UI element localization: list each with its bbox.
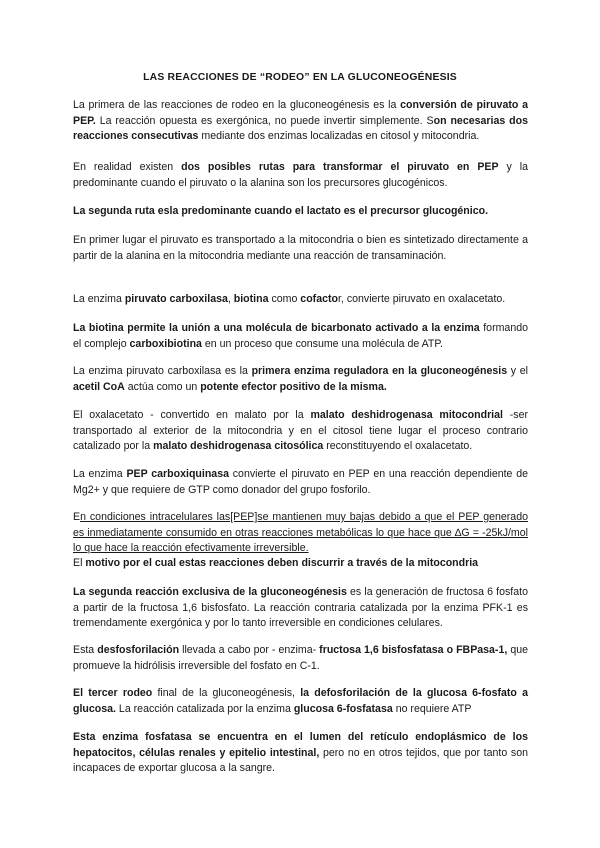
text: La enzima piruvato carboxilasa es la: [73, 365, 252, 377]
bold-text: la defosforilación de la glucosa 6-fosfato a glucosa.: [73, 687, 528, 715]
bold-text: malato deshidrogenasa mitocondrial: [310, 409, 503, 421]
paragraph-biotina: [73, 321, 528, 352]
text: E: [73, 511, 81, 523]
text: llevada a cabo por - enzima-: [179, 644, 320, 656]
bold-text: biotina: [233, 293, 269, 305]
text: Esta: [73, 644, 98, 656]
bold-text: Esta enzima fosfatasa se encuentra en el lumen del retículo endoplásmico de los hepatocitos, células renales y epitelio intestinal,: [73, 731, 528, 759]
page-title: LAS REACCIONES DE “RODEO” EN LA GLUCONEOGÉNESIS: [143, 72, 457, 83]
bold-text: on necesarias dos reacciones consecutivas: [73, 114, 528, 143]
text: no requiere ATP: [392, 702, 472, 715]
bold-text: carboxibiotina: [129, 337, 202, 350]
text: que promueve la hidrólisis irreversible del fosfato en C-1.: [73, 644, 528, 672]
paragraph-pep-carboxiquinasa: [73, 467, 528, 498]
bold-text: motivo por el cual estas reacciones deben discurrir a través de la mitocondria: [85, 557, 479, 569]
bold-text: malato deshidrogenasa citosólica: [153, 440, 324, 453]
paragraph-piruvato-carboxilasa: [73, 292, 528, 308]
bold-text: fructosa 1,6 bisfosfatasa o FBPasa-1,: [319, 644, 508, 656]
text: El oxalacetato - convertido en malato por la: [73, 409, 311, 421]
bold-text: conversión de piruvato a PEP.: [73, 99, 528, 127]
bold-text: acetil CoA: [73, 380, 125, 393]
bold-text: glucosa 6-fosfatasa: [293, 702, 393, 715]
bold-text: piruvato carboxilasa: [124, 293, 228, 305]
text: reconstituyendo el oxalacetato.: [323, 440, 473, 453]
text: La reacción opuesta es exergónica, no puede invertir simplemente. S: [95, 114, 434, 127]
text: ,: [227, 293, 234, 305]
paragraph-transporte-mitocondria: [73, 233, 528, 264]
text: -ser transportado al exterior de la mitocondria y en el citosol tiene lugar el proceso contrario catalizado por la: [73, 409, 528, 453]
text: es la generación de fructosa 6 fosfato a partir de la fructosa 1,6 bisfosfato. La reacción contraria catalizada por la enzima PFK-1 es tremendamente exergónica y por lo tanto irreversible en condiciones celulares.: [73, 586, 528, 630]
paragraph-tercer-rodeo: [73, 686, 528, 717]
paragraph-condiciones-intracelulares: [73, 510, 528, 557]
text: pero no en otros tejidos, que por tanto son incapaces de exportar glucosa a la sangre.: [73, 746, 529, 775]
paragraph-motivo: [73, 556, 528, 572]
text: La enzima: [73, 468, 127, 480]
bold-text: La biotina permite la unión a una molécula de bicarbonato activado a la enzima: [73, 322, 480, 334]
text: r, convierte piruvato en oxalacetato.: [337, 293, 506, 305]
bold-text: PEP carboxiquinasa: [126, 468, 229, 480]
text: El: [73, 557, 86, 569]
paragraph-segunda-ruta: [73, 204, 528, 220]
text: En primer lugar el piruvato es transportado a la mitocondria o bien es sintetizado directamente a partir de la alanina en la mitocondria mediante una reacción de transaminación.: [73, 234, 528, 262]
text: mediante dos enzimas localizadas en citosol y mitocondria.: [198, 130, 480, 143]
bold-text: dos posibles rutas para transformar el piruvato en PEP: [181, 161, 499, 173]
bold-text: desfosforilación: [97, 644, 180, 656]
paragraph-oxalacetato: [73, 408, 528, 455]
paragraph-dos-rutas: [73, 160, 528, 191]
text: como: [268, 293, 301, 305]
text: convierte el piruvato en PEP en una reacción dependiente de Mg2+ y que requiere de GTP como donador del grupo fosforilo.: [73, 468, 529, 496]
text: La reacción catalizada por la enzima: [115, 702, 294, 715]
text: En realidad existen: [73, 161, 182, 173]
text: actúa como un: [124, 380, 201, 393]
bold-text: La segunda ruta esla predominante cuando el lactato es el precursor glucogénico.: [73, 205, 489, 217]
bold-text: potente efector positivo de la misma.: [200, 380, 387, 393]
paragraph-segunda-reaccion: [73, 585, 528, 632]
bold-text: La segunda reacción exclusiva de la gluconeogénesis: [73, 586, 347, 598]
text: en un proceso que consume una molécula de ATP.: [201, 337, 444, 350]
paragraph-piruvato-pep: [73, 98, 528, 145]
text: La primera de las reacciones de rodeo en la gluconeogénesis es la: [73, 99, 401, 111]
text: final de la gluconeogénesis,: [152, 687, 301, 699]
bold-text: cofacto: [300, 293, 338, 305]
paragraph-enzima-reguladora: [73, 364, 528, 395]
text: y el: [507, 365, 528, 377]
paragraph-enzima-fosfatasa: [73, 730, 528, 777]
bold-text: primera enzima reguladora en la gluconeogénesis: [251, 365, 508, 377]
text: La enzima: [73, 293, 125, 305]
bold-text: El tercer rodeo: [73, 687, 153, 699]
text: y la predominante cuando el piruvato o la alanina son los precursores glucogénicos.: [73, 161, 528, 189]
paragraph-desfosforilacion: [73, 643, 528, 674]
underlined-text: n condiciones intracelulares las[PEP]se mantienen muy bajas debido a que el PEP generado es inmediatamente consumido en otras reacciones metabólicas lo que hace que ∆G = -25kJ/mol lo que hace la reacción efectivamente irreversible.: [73, 511, 528, 555]
text: formando el complejo: [73, 322, 528, 350]
